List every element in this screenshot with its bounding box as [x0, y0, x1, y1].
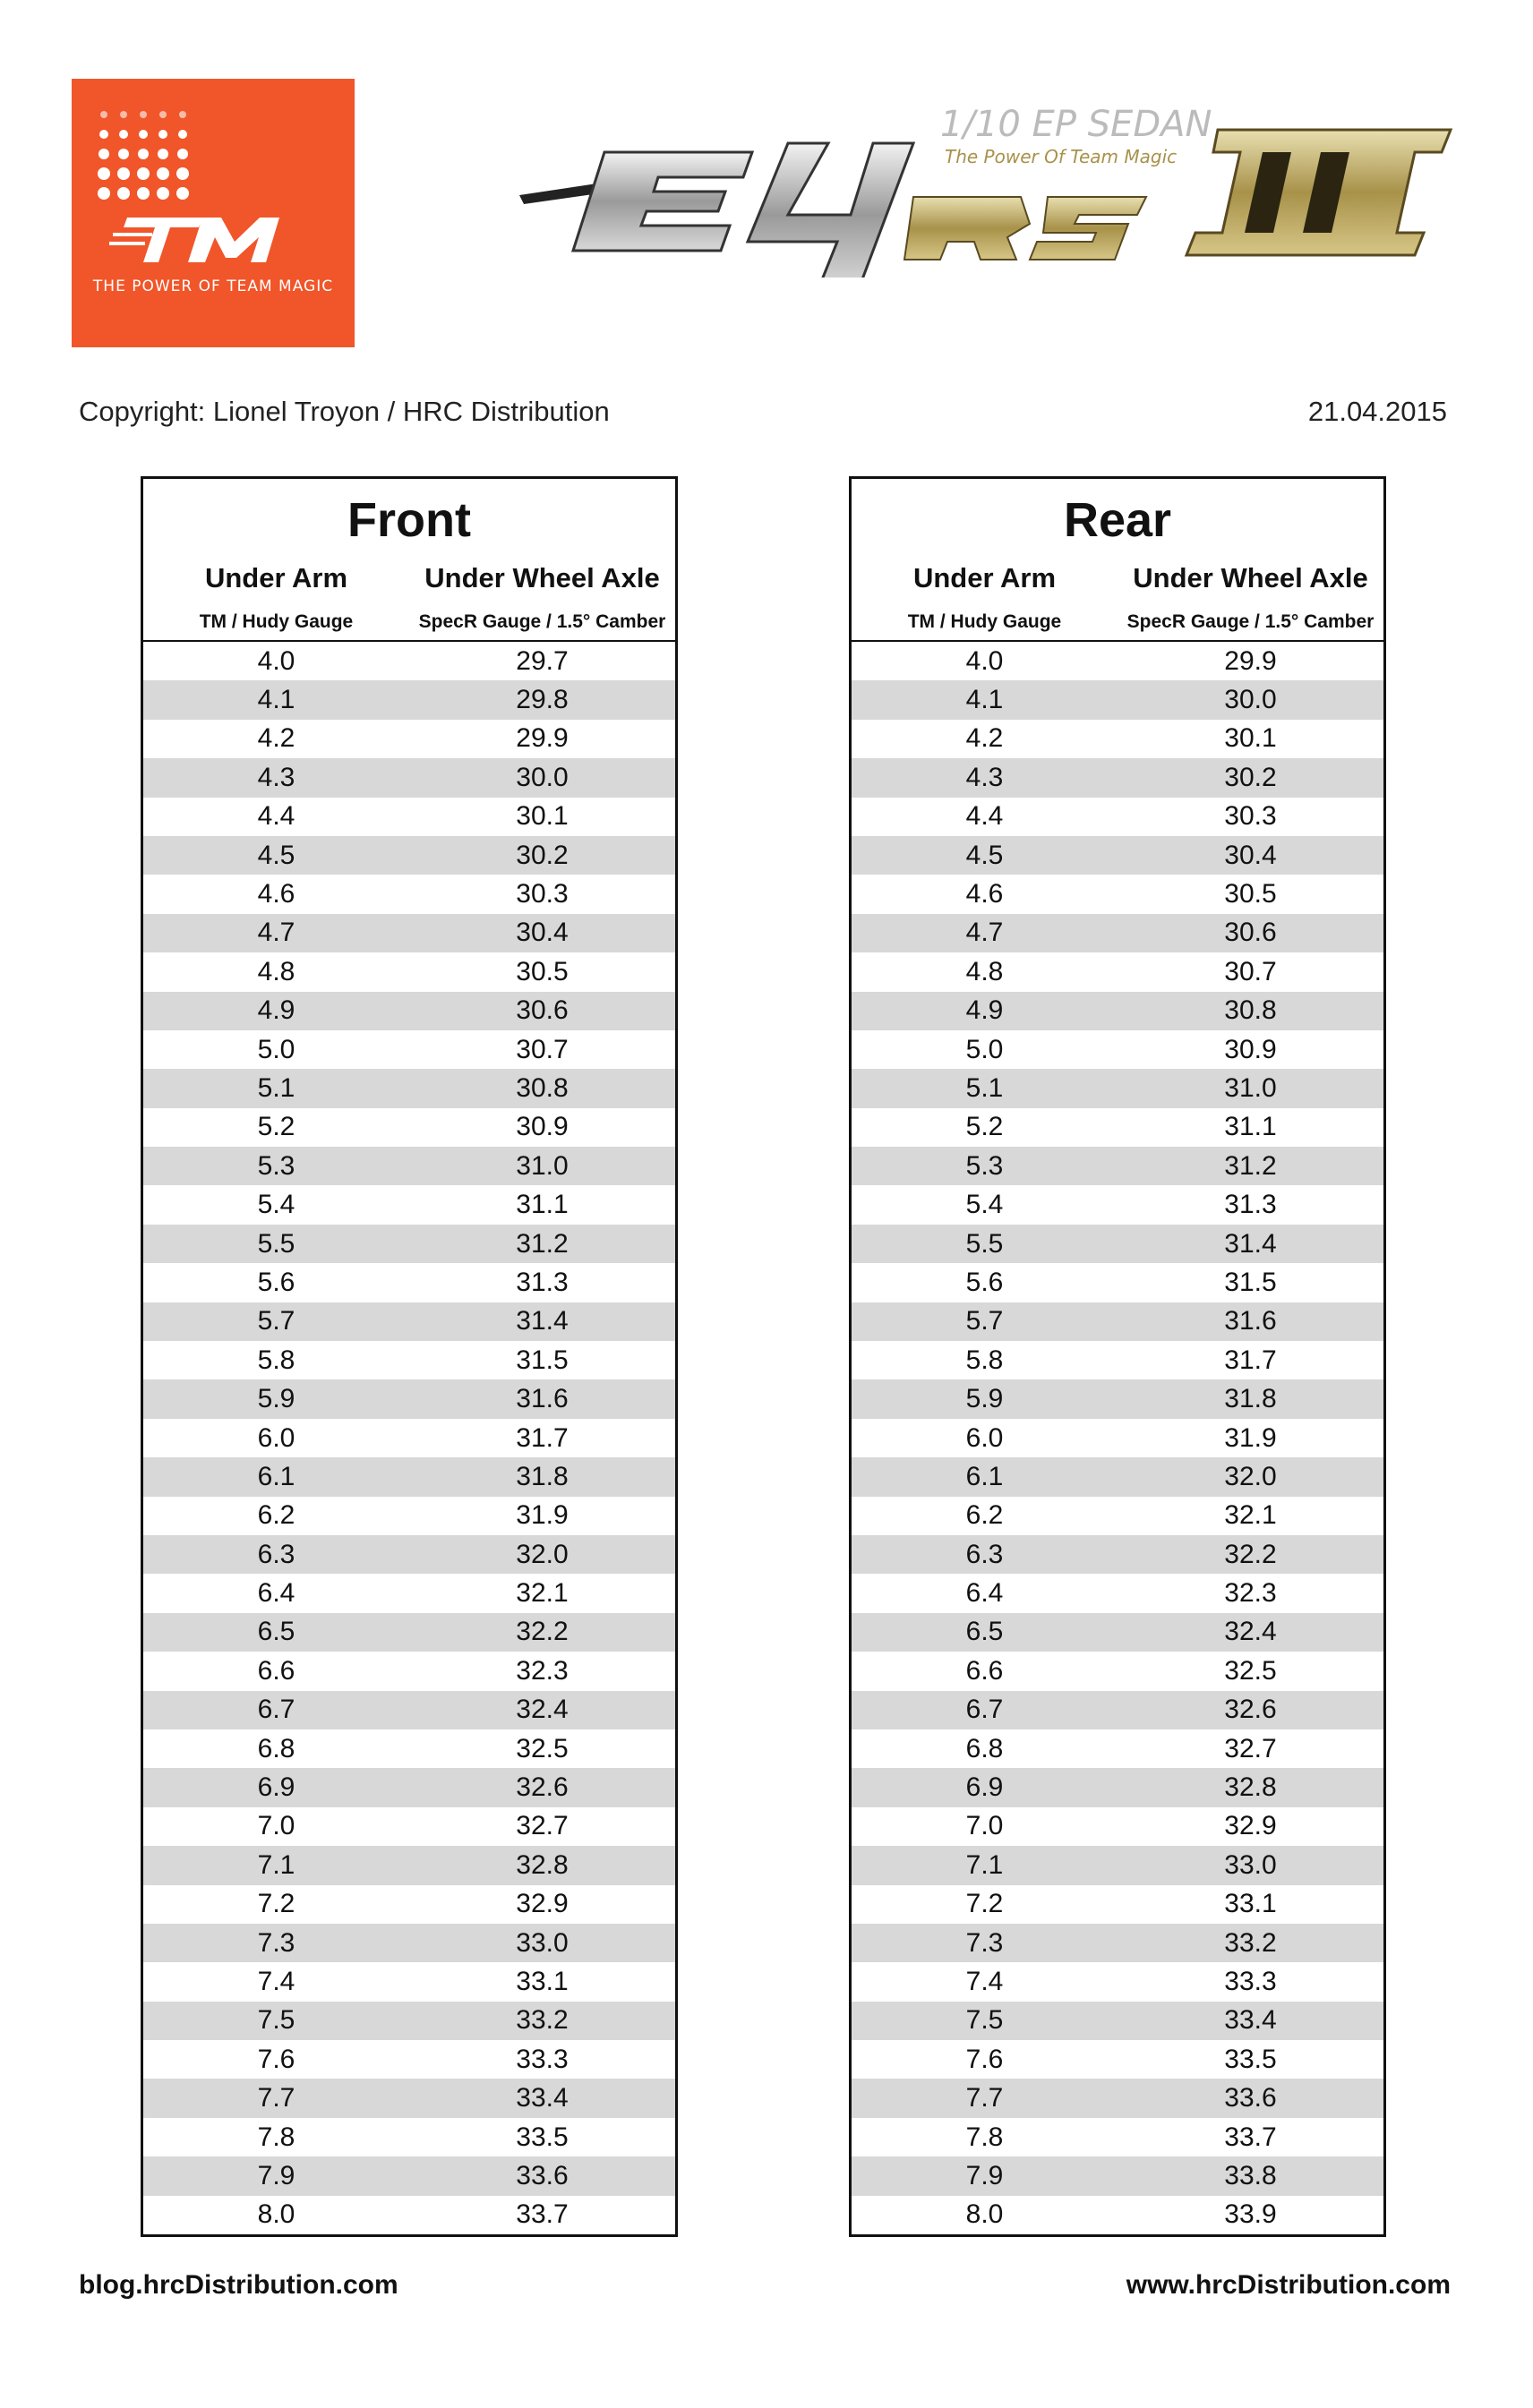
under-wheel-axle-value: 32.7 [516, 1811, 569, 1841]
under-arm-value: 8.0 [257, 2199, 295, 2230]
table-row [143, 1302, 675, 1341]
table-row [143, 952, 675, 991]
under-wheel-axle-value: 31.0 [1224, 1072, 1277, 1103]
under-wheel-axle-value: 33.6 [1224, 2083, 1277, 2113]
under-wheel-axle-value: 30.5 [1224, 879, 1277, 909]
under-arm-value: 6.9 [965, 1772, 1004, 1803]
table-row [852, 758, 1383, 797]
team-magic-logo [72, 79, 355, 347]
under-arm-value: 5.9 [965, 1384, 1004, 1414]
front-col-under-wheel-axle: Under Wheel Axle [424, 562, 660, 593]
e4rs-iii-logo [519, 90, 1469, 278]
under-arm-value: 7.0 [257, 1811, 295, 1841]
under-arm-value: 5.7 [257, 1306, 295, 1336]
under-arm-value: 6.8 [965, 1733, 1004, 1763]
under-wheel-axle-value: 32.2 [516, 1617, 569, 1647]
table-row [852, 914, 1383, 952]
under-wheel-axle-value: 31.4 [1224, 1228, 1277, 1259]
under-arm-value: 4.7 [257, 918, 295, 948]
under-arm-value: 5.3 [257, 1150, 295, 1181]
table-row [143, 1652, 675, 1690]
table-row [143, 1962, 675, 2001]
under-wheel-axle-value: 30.9 [1224, 1034, 1277, 1064]
table-row [852, 1729, 1383, 1768]
table-row [852, 1691, 1383, 1729]
under-wheel-axle-value: 29.8 [516, 685, 569, 715]
under-arm-value: 7.7 [965, 2083, 1004, 2113]
rear-table-header [852, 479, 1383, 642]
under-arm-value: 6.5 [257, 1617, 295, 1647]
under-wheel-axle-value: 30.5 [516, 956, 569, 986]
under-arm-value: 4.0 [257, 645, 295, 676]
under-arm-value: 6.5 [965, 1617, 1004, 1647]
front-subheader-specr: SpecR Gauge / 1.5° Camber [418, 611, 666, 632]
under-arm-value: 4.4 [965, 801, 1004, 832]
logo-tagline: THE POWER OF TEAM MAGIC [92, 278, 334, 295]
under-arm-value: 4.3 [257, 762, 295, 792]
table-row [143, 720, 675, 758]
tm-logo-mark [109, 213, 324, 267]
under-wheel-axle-value: 31.3 [1224, 1190, 1277, 1220]
under-wheel-axle-value: 30.3 [516, 879, 569, 909]
table-row [852, 2118, 1383, 2156]
table-row [143, 1885, 675, 1924]
under-wheel-axle-value: 32.3 [516, 1655, 569, 1686]
under-wheel-axle-value: 32.9 [516, 1889, 569, 1919]
under-arm-value: 7.3 [257, 1927, 295, 1958]
under-arm-value: 7.4 [965, 1966, 1004, 1996]
under-wheel-axle-value: 30.1 [1224, 723, 1277, 754]
under-wheel-axle-value: 32.0 [516, 1539, 569, 1569]
under-arm-value: 7.4 [257, 1966, 295, 1996]
table-row [852, 720, 1383, 758]
under-wheel-axle-value: 30.9 [516, 1112, 569, 1142]
under-arm-value: 7.1 [257, 1849, 295, 1880]
table-row [143, 1729, 675, 1768]
under-wheel-axle-value: 32.8 [1224, 1772, 1277, 1803]
under-arm-value: 4.3 [965, 762, 1004, 792]
under-wheel-axle-value: 33.3 [516, 2044, 569, 2074]
under-wheel-axle-value: 31.7 [516, 1422, 569, 1453]
under-arm-value: 7.5 [257, 2005, 295, 2036]
table-row [852, 1225, 1383, 1263]
under-arm-value: 5.3 [965, 1150, 1004, 1181]
under-wheel-axle-value: 33.5 [516, 2122, 569, 2152]
under-arm-value: 5.1 [965, 1072, 1004, 1103]
under-wheel-axle-value: 33.0 [516, 1927, 569, 1958]
table-row [143, 758, 675, 797]
table-row [852, 2079, 1383, 2117]
under-arm-value: 7.9 [257, 2160, 295, 2190]
table-row [143, 992, 675, 1030]
table-row [143, 798, 675, 836]
table-row [143, 1807, 675, 1846]
table-row [852, 2002, 1383, 2040]
under-wheel-axle-value: 30.7 [1224, 956, 1277, 986]
product-tagline-text: The Power Of Team Magic [945, 146, 1178, 167]
table-row [852, 1379, 1383, 1418]
under-wheel-axle-value: 33.1 [1224, 1889, 1277, 1919]
table-row [852, 1807, 1383, 1846]
under-wheel-axle-value: 32.4 [516, 1695, 569, 1725]
table-row [143, 2118, 675, 2156]
under-wheel-axle-value: 31.3 [516, 1267, 569, 1297]
under-arm-value: 5.8 [965, 1345, 1004, 1375]
under-wheel-axle-value: 32.1 [516, 1578, 569, 1609]
under-arm-value: 6.7 [965, 1695, 1004, 1725]
under-arm-value: 5.2 [257, 1112, 295, 1142]
under-arm-value: 6.1 [257, 1461, 295, 1491]
rear-title: Rear [1063, 493, 1172, 547]
table-row [852, 1147, 1383, 1185]
under-wheel-axle-value: 33.0 [1224, 1849, 1277, 1880]
table-row [852, 1302, 1383, 1341]
table-row [852, 680, 1383, 719]
under-wheel-axle-value: 30.0 [1224, 685, 1277, 715]
under-arm-value: 4.0 [965, 645, 1004, 676]
under-arm-value: 4.2 [965, 723, 1004, 754]
product-sub-text: 1/10 EP SEDAN [940, 104, 1212, 145]
table-row [143, 875, 675, 913]
table-row [852, 1962, 1383, 2001]
table-row [143, 1691, 675, 1729]
under-wheel-axle-value: 32.0 [1224, 1461, 1277, 1491]
table-row [852, 2040, 1383, 2079]
under-wheel-axle-value: 32.3 [1224, 1578, 1277, 1609]
under-wheel-axle-value: 30.0 [516, 762, 569, 792]
copyright-text: Copyright: Lionel Troyon / HRC Distribution [79, 396, 610, 427]
under-wheel-axle-value: 30.6 [516, 995, 569, 1026]
under-wheel-axle-value: 33.1 [516, 1966, 569, 1996]
table-row [143, 2040, 675, 2079]
under-arm-value: 4.4 [257, 801, 295, 832]
under-arm-value: 4.9 [257, 995, 295, 1026]
under-wheel-axle-value: 33.7 [516, 2199, 569, 2230]
under-wheel-axle-value: 29.9 [516, 723, 569, 754]
under-arm-value: 7.3 [965, 1927, 1004, 1958]
rear-table-body [852, 642, 1383, 2234]
rear-col-under-wheel-axle: Under Wheel Axle [1133, 562, 1368, 593]
front-subheader-gauge: TM / Hudy Gauge [199, 611, 354, 632]
front-table-header [143, 479, 675, 642]
under-wheel-axle-value: 32.2 [1224, 1539, 1277, 1569]
table-row [143, 2002, 675, 2040]
table-row [852, 1768, 1383, 1806]
under-arm-value: 5.9 [257, 1384, 295, 1414]
under-arm-value: 5.7 [965, 1306, 1004, 1336]
under-arm-value: 4.1 [257, 685, 295, 715]
front-col-under-arm: Under Arm [204, 562, 348, 593]
under-wheel-axle-value: 33.5 [1224, 2044, 1277, 2074]
under-wheel-axle-value: 30.2 [1224, 762, 1277, 792]
under-wheel-axle-value: 32.8 [516, 1849, 569, 1880]
table-row [852, 642, 1383, 680]
under-arm-value: 6.8 [257, 1733, 295, 1763]
under-wheel-axle-value: 32.5 [1224, 1655, 1277, 1686]
under-arm-value: 6.2 [257, 1500, 295, 1531]
table-row [143, 1924, 675, 1962]
under-wheel-axle-value: 31.9 [1224, 1422, 1277, 1453]
dot-grid-icon [95, 106, 193, 204]
under-arm-value: 7.8 [257, 2122, 295, 2152]
table-row [143, 1535, 675, 1574]
table-row [852, 1574, 1383, 1612]
table-row [143, 1069, 675, 1107]
website-link[interactable]: www.hrcDistribution.com [1126, 2270, 1451, 2300]
under-wheel-axle-value: 31.8 [516, 1461, 569, 1491]
table-row [143, 1030, 675, 1069]
under-arm-value: 6.3 [257, 1539, 295, 1569]
table-row [852, 1924, 1383, 1962]
under-arm-value: 4.1 [965, 685, 1004, 715]
under-arm-value: 5.4 [257, 1190, 295, 1220]
under-arm-value: 6.1 [965, 1461, 1004, 1491]
under-wheel-axle-value: 31.9 [516, 1500, 569, 1531]
table-row [852, 1263, 1383, 1302]
under-arm-value: 7.1 [965, 1849, 1004, 1880]
under-arm-value: 4.8 [965, 956, 1004, 986]
under-wheel-axle-value: 33.3 [1224, 1966, 1277, 1996]
rear-table [849, 476, 1386, 2237]
under-arm-value: 5.5 [257, 1228, 295, 1259]
under-wheel-axle-value: 31.8 [1224, 1384, 1277, 1414]
under-arm-value: 4.8 [257, 956, 295, 986]
under-arm-value: 5.4 [965, 1190, 1004, 1220]
table-row [143, 1419, 675, 1457]
under-arm-value: 4.5 [257, 840, 295, 870]
under-wheel-axle-value: 33.4 [1224, 2005, 1277, 2036]
under-arm-value: 6.9 [257, 1772, 295, 1803]
under-arm-value: 7.2 [257, 1889, 295, 1919]
under-wheel-axle-value: 30.8 [1224, 995, 1277, 1026]
under-arm-value: 5.6 [965, 1267, 1004, 1297]
table-row [852, 875, 1383, 913]
under-arm-value: 6.4 [257, 1578, 295, 1609]
table-row [852, 1535, 1383, 1574]
under-wheel-axle-value: 33.6 [516, 2160, 569, 2190]
under-arm-value: 4.5 [965, 840, 1004, 870]
table-row [143, 1108, 675, 1147]
under-arm-value: 5.6 [257, 1267, 295, 1297]
table-row [143, 1263, 675, 1302]
under-arm-value: 4.6 [257, 879, 295, 909]
under-wheel-axle-value: 30.1 [516, 801, 569, 832]
under-wheel-axle-value: 31.6 [516, 1384, 569, 1414]
table-row [143, 914, 675, 952]
under-wheel-axle-value: 30.6 [1224, 918, 1277, 948]
front-table-body [143, 642, 675, 2234]
under-wheel-axle-value: 30.4 [1224, 840, 1277, 870]
table-row [852, 1419, 1383, 1457]
under-wheel-axle-value: 30.2 [516, 840, 569, 870]
table-row [143, 1497, 675, 1535]
table-row [852, 798, 1383, 836]
under-wheel-axle-value: 32.4 [1224, 1617, 1277, 1647]
under-wheel-axle-value: 31.6 [1224, 1306, 1277, 1336]
table-row [852, 2156, 1383, 2195]
rear-subheader-gauge: TM / Hudy Gauge [907, 611, 1062, 632]
table-row [143, 1457, 675, 1496]
under-wheel-axle-value: 33.9 [1224, 2199, 1277, 2230]
under-arm-value: 6.0 [257, 1422, 295, 1453]
table-row [852, 1652, 1383, 1690]
under-arm-value: 7.6 [965, 2044, 1004, 2074]
under-wheel-axle-value: 31.5 [516, 1345, 569, 1375]
table-row [852, 836, 1383, 875]
table-row [143, 642, 675, 680]
under-arm-value: 7.2 [965, 1889, 1004, 1919]
under-arm-value: 4.6 [965, 879, 1004, 909]
under-arm-value: 7.5 [965, 2005, 1004, 2036]
under-wheel-axle-value: 32.5 [516, 1733, 569, 1763]
front-table [141, 476, 678, 2237]
rear-col-under-arm: Under Arm [912, 562, 1057, 593]
table-row [143, 1846, 675, 1884]
under-wheel-axle-value: 31.1 [516, 1190, 569, 1220]
under-arm-value: 7.8 [965, 2122, 1004, 2152]
table-row [143, 2079, 675, 2117]
table-row [852, 1457, 1383, 1496]
table-row [143, 1379, 675, 1418]
under-arm-value: 8.0 [965, 2199, 1004, 2230]
under-arm-value: 7.9 [965, 2160, 1004, 2190]
under-arm-value: 6.3 [965, 1539, 1004, 1569]
under-arm-value: 5.0 [965, 1034, 1004, 1064]
under-wheel-axle-value: 30.4 [516, 918, 569, 948]
under-wheel-axle-value: 31.5 [1224, 1267, 1277, 1297]
table-row [143, 1613, 675, 1652]
under-arm-value: 7.7 [257, 2083, 295, 2113]
under-arm-value: 7.6 [257, 2044, 295, 2074]
under-arm-value: 5.5 [965, 1228, 1004, 1259]
under-wheel-axle-value: 31.1 [1224, 1112, 1277, 1142]
table-row [852, 952, 1383, 991]
under-wheel-axle-value: 32.9 [1224, 1811, 1277, 1841]
under-arm-value: 4.9 [965, 995, 1004, 1026]
table-row [852, 1341, 1383, 1379]
under-arm-value: 6.6 [965, 1655, 1004, 1686]
under-arm-value: 6.7 [257, 1695, 295, 1725]
front-title: Front [347, 493, 471, 547]
under-arm-value: 6.4 [965, 1578, 1004, 1609]
under-arm-value: 5.2 [965, 1112, 1004, 1142]
under-wheel-axle-value: 31.4 [516, 1306, 569, 1336]
under-wheel-axle-value: 33.8 [1224, 2160, 1277, 2190]
table-row [143, 1185, 675, 1224]
under-arm-value: 6.2 [965, 1500, 1004, 1531]
under-arm-value: 5.8 [257, 1345, 295, 1375]
table-row [143, 2156, 675, 2195]
table-row [143, 2196, 675, 2234]
under-arm-value: 4.2 [257, 723, 295, 754]
under-wheel-axle-value: 29.7 [516, 645, 569, 676]
under-wheel-axle-value: 32.6 [516, 1772, 569, 1803]
under-wheel-axle-value: 31.2 [516, 1228, 569, 1259]
table-row [852, 1030, 1383, 1069]
table-row [143, 1341, 675, 1379]
under-wheel-axle-value: 32.6 [1224, 1695, 1277, 1725]
table-row [852, 1885, 1383, 1924]
table-row [143, 1147, 675, 1185]
under-wheel-axle-value: 33.7 [1224, 2122, 1277, 2152]
under-wheel-axle-value: 32.7 [1224, 1733, 1277, 1763]
table-row [852, 1069, 1383, 1107]
under-arm-value: 7.0 [965, 1811, 1004, 1841]
under-wheel-axle-value: 31.2 [1224, 1150, 1277, 1181]
under-wheel-axle-value: 30.8 [516, 1072, 569, 1103]
under-wheel-axle-value: 33.2 [516, 2005, 569, 2036]
table-row [143, 836, 675, 875]
under-arm-value: 5.1 [257, 1072, 295, 1103]
under-wheel-axle-value: 31.0 [516, 1150, 569, 1181]
rear-subheader-specr: SpecR Gauge / 1.5° Camber [1126, 611, 1375, 632]
table-row [852, 2196, 1383, 2234]
table-row [852, 1846, 1383, 1884]
under-arm-value: 4.7 [965, 918, 1004, 948]
table-row [852, 1497, 1383, 1535]
table-row [852, 1108, 1383, 1147]
under-wheel-axle-value: 33.4 [516, 2083, 569, 2113]
under-wheel-axle-value: 33.2 [1224, 1927, 1277, 1958]
table-row [143, 680, 675, 719]
table-row [852, 1613, 1383, 1652]
under-arm-value: 6.6 [257, 1655, 295, 1686]
blog-link[interactable]: blog.hrcDistribution.com [79, 2270, 398, 2300]
table-row [852, 1185, 1383, 1224]
under-arm-value: 6.0 [965, 1422, 1004, 1453]
table-row [143, 1225, 675, 1263]
under-wheel-axle-value: 32.1 [1224, 1500, 1277, 1531]
table-row [143, 1574, 675, 1612]
under-wheel-axle-value: 30.7 [516, 1034, 569, 1064]
table-row [143, 1768, 675, 1806]
table-row [852, 992, 1383, 1030]
under-wheel-axle-value: 30.3 [1224, 801, 1277, 832]
under-wheel-axle-value: 31.7 [1224, 1345, 1277, 1375]
under-arm-value: 5.0 [257, 1034, 295, 1064]
under-wheel-axle-value: 29.9 [1224, 645, 1277, 676]
document-date: 21.04.2015 [1307, 396, 1447, 427]
